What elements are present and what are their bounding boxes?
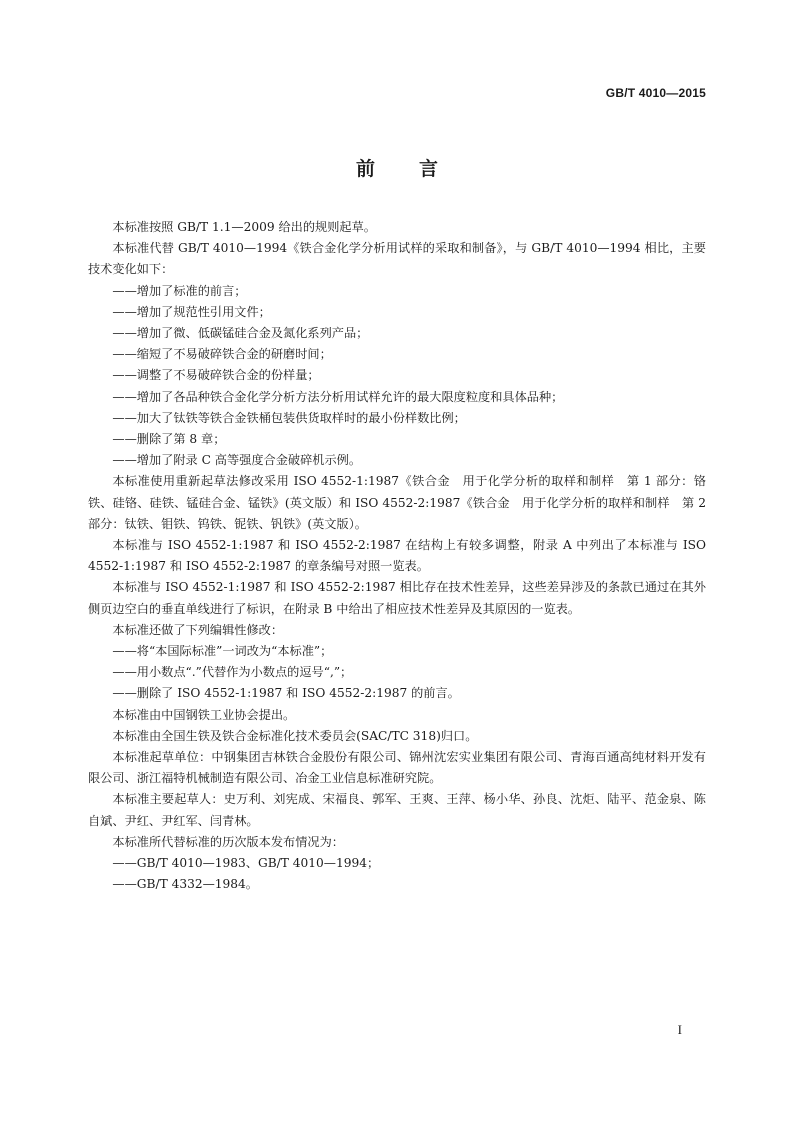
paragraph: 本标准起草单位：中钢集团吉林铁合金股份有限公司、锦州沈宏实业集团有限公司、青海百通高纯材料开发有限公司、浙江福特机械制造有限公司、冶金工业信息标准研究院。 xyxy=(88,750,706,786)
list-item: ——增加了标准的前言； xyxy=(112,283,247,298)
paragraph: 本标准所代替标准的历次版本发布情况为： xyxy=(112,834,344,849)
page-title: 前言 xyxy=(355,158,482,180)
list-item: ——加大了钛铁等铁合金铁桶包装供货取样时的最小份样数比例； xyxy=(112,410,466,425)
list-item: ——删除了第 8 章； xyxy=(112,432,226,447)
list-item: ——增加了各品种铁合金化学分析方法分析用试样允许的最大限度粒度和具体品种； xyxy=(112,389,564,404)
paragraph: 本标准主要起草人：史万利、刘宪成、宋福良、郭军、王爽、王萍、杨小华、孙良、沈炬、陆平、范金泉、陈自斌、尹红、尹红军、闫青林。 xyxy=(88,792,706,828)
paragraph: 本标准与 ISO 4552-1:1987 和 ISO 4552-2:1987 相比存在技术性差异，这些差异涉及的条款已通过在其外侧页边空白的垂直单线进行了标识，在附录 B 中给出了相应技术性差异及其原因的一览表。 xyxy=(88,580,706,616)
document-body xyxy=(88,217,706,896)
paragraph: 本标准使用重新起草法修改采用 ISO 4552-1:1987《铁合金 用于化学分析的取样和制样 第 1 部分：铬铁、硅铬、硅铁、锰硅合金、锰铁》(英文版）和 ISO 4552-2:1987《铁合金 用于化学分析的取样和制样 第 2 部分：钛铁、钼铁、钨铁、铌铁、钒铁》(英文版）。 xyxy=(88,474,706,531)
list-item: ——GB/T 4332—1984。 xyxy=(112,877,258,892)
list-item: ——增加了微、低碳锰硅合金及氮化系列产品； xyxy=(112,326,369,341)
list-item: ——用小数点“.”代替作为小数点的逗号“,”； xyxy=(112,665,353,680)
paragraph: 本标准与 ISO 4552-1:1987 和 ISO 4552-2:1987 在结构上有较多调整，附录 A 中列出了本标准与 ISO 4552-1:1987 和 ISO 4552-2:1987 的章条编号对照一览表。 xyxy=(88,538,706,574)
paragraph: 本标准代替 GB/T 4010—1994《铁合金化学分析用试样的采取和制备》，与 GB/T 4010—1994 相比，主要技术变化如下： xyxy=(88,241,706,277)
list-item: ——缩短了不易破碎铁合金的研磨时间； xyxy=(112,347,332,362)
standard-number: GB/T 4010—2015 xyxy=(605,86,706,100)
list-item: ——增加了附录 C 高等强度合金破碎机示例。 xyxy=(112,453,362,468)
list-item: ——将“本国际标准”一词改为“本标准”； xyxy=(112,644,333,659)
list-item: ——增加了规范性引用文件； xyxy=(112,304,271,319)
list-item: ——GB/T 4010—1983、GB/T 4010—1994； xyxy=(112,856,380,871)
page-number: I xyxy=(677,1022,682,1037)
paragraph: 本标准按照 GB/T 1.1—2009 给出的规则起草。 xyxy=(112,220,376,234)
paragraph: 本标准由全国生铁及铁合金标准化技术委员会(SAC/TC 318)归口。 xyxy=(112,728,478,743)
list-item: ——调整了不易破碎铁合金的份样量； xyxy=(112,368,320,383)
list-item: ——删除了 ISO 4552-1:1987 和 ISO 4552-2:1987 的前言。 xyxy=(112,686,460,701)
paragraph: 本标准由中国钢铁工业协会提出。 xyxy=(112,707,296,722)
paragraph: 本标准还做了下列编辑性修改： xyxy=(112,622,284,637)
